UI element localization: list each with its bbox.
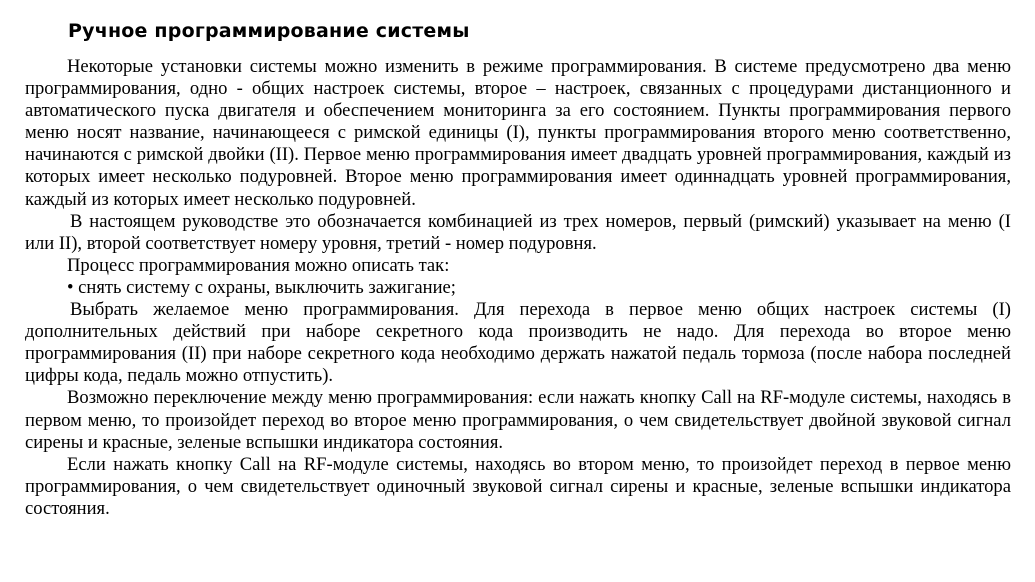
paragraph-intro: Некоторые установки системы можно изменить в режиме программирования. В системе предусмотрено два меню программирования, одно - общих настроек системы, второе – настроек, связанных с процедурами дистанционного и автоматического пуска двигателя и обеспечением мониторинга за его состоянием. Пункты программирования первого меню носят название, начинающееся с римской единицы (I), пункты программирования второго меню соответственно, начинаются с римской двойки (II). Первое меню программирования имеет двадцать уровней программирования, каждый из которых имеет несколько подуровней. Второе меню программирования имеет одиннадцать уровней программирования, каждый из которых имеет несколько подуровней. bbox=[25, 56, 1011, 210]
paragraph-process: Процесс программирования можно описать так: bbox=[67, 254, 450, 276]
paragraph-notation: В настоящем руководстве это обозначается комбинацией из трех номеров, первый (римский) указывает на меню (I или II), второй соответствует номеру уровня, третий - номер подуровня. bbox=[25, 210, 1011, 254]
document-body bbox=[25, 56, 1011, 520]
paragraph-switch-first: Возможно переключение между меню программирования: если нажать кнопку Call на RF-модуле системы, находясь в первом меню, то произойдет переход во второе меню программирования, о чем свидетельствует двойной звуковой сигнал сирены и красные, зеленые вспышки индикатора состояния. bbox=[25, 387, 1011, 453]
paragraph-menu-select: Выбрать желаемое меню программирования. Для перехода в первое меню общих настроек системы (I) дополнительных действий при наборе секретного кода производить не надо. Для перехода во второе меню программирования (II) при наборе секретного кода необходимо держать нажатой педаль тормоза (после набора последней цифры кода, педаль можно отпустить). bbox=[25, 299, 1011, 387]
bullet-item: • снять систему с охраны, выключить зажигание; bbox=[67, 276, 456, 298]
section-title: Ручное программирование системы bbox=[68, 20, 470, 42]
paragraph-switch-second: Если нажать кнопку Call на RF-модуле системы, находясь во втором меню, то произойдет переход в первое меню программирования, о чем свидетельствует одиночный звуковой сигнал сирены и красные, зеленые вспышки индикатора состояния. bbox=[25, 453, 1011, 519]
